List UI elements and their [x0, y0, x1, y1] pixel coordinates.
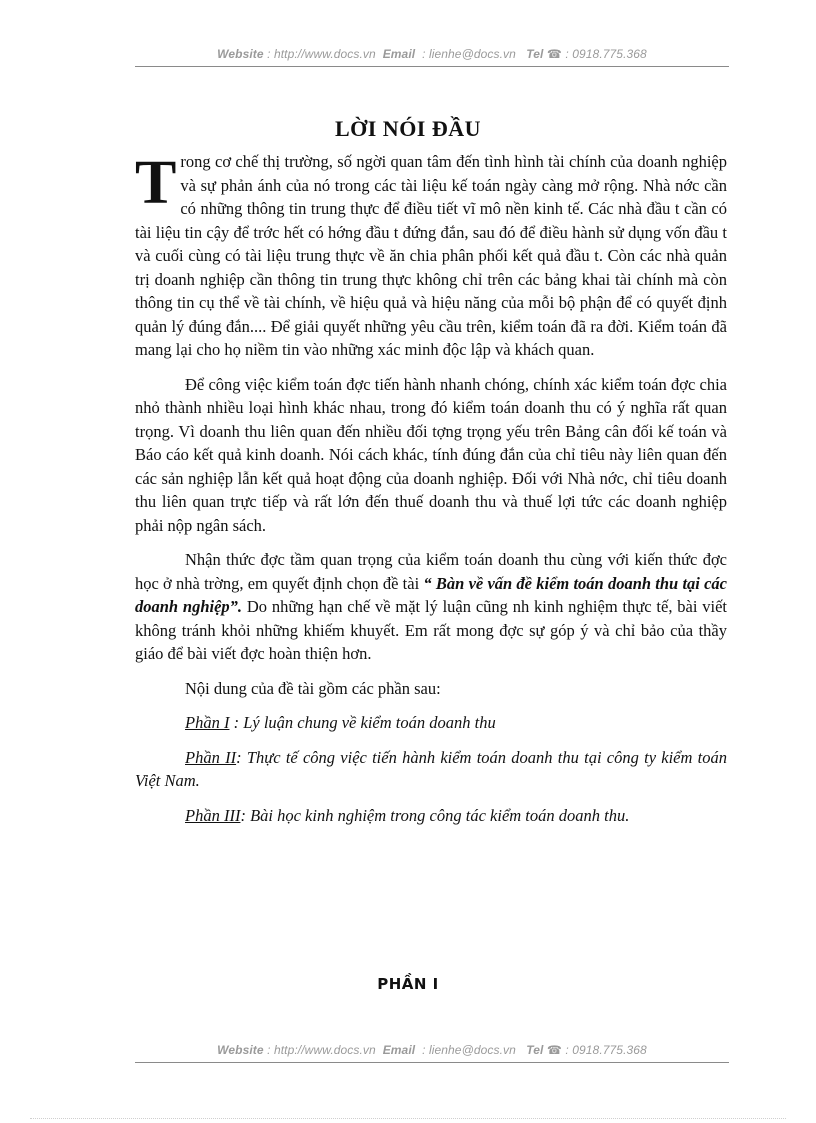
footer-tel-value: ☎ : 0918.775.368 — [546, 1043, 647, 1057]
header-website-value: : http://www.docs.vn — [267, 47, 376, 61]
paragraph-4: Nội dung của đề tài gồm các phần sau: — [185, 678, 441, 698]
section-item — [135, 746, 727, 793]
footer-email-label: Email — [382, 1043, 416, 1057]
paragraph-3 — [135, 548, 727, 666]
paragraph-3-text-b: Do những hạn chế về mặt lý luận cũng nh kinh nghiệm thực tế, bài viết không tránh khỏi những khiếm khuyết. Em rất mong đợc sự góp ý và chỉ bảo của thầy giáo để bài viết đợc hoàn thiện hơn. — [135, 597, 727, 663]
header-tel-value: ☎ : 0918.775.368 — [546, 47, 647, 61]
section-label: Phần II — [185, 747, 237, 767]
section-item — [135, 711, 727, 735]
page-footer — [135, 1043, 729, 1063]
section-label: Phần III — [185, 805, 241, 825]
footer-tel-label: Tel — [526, 1043, 544, 1057]
footer-email-value: : lienhe@docs.vn — [422, 1043, 516, 1057]
thesis-title: “ Bàn về vấn đề kiểm toán doanh thu tại các doanh nghiệp”. — [135, 573, 728, 616]
footer-website-value: : http://www.docs.vn — [267, 1043, 376, 1057]
document-title: LỜI NÓI ĐẦU — [334, 116, 482, 141]
header-email-value: : lienhe@docs.vn — [422, 47, 516, 61]
footer-website-label: Website — [217, 1043, 264, 1057]
section-item — [135, 804, 727, 828]
page-header — [135, 47, 729, 67]
intro-paragraph — [135, 150, 727, 362]
header-website-label: Website — [217, 47, 264, 61]
document-body — [135, 150, 727, 838]
drop-cap: T — [135, 149, 177, 217]
page-bottom-divider — [30, 1118, 786, 1119]
intro-paragraph-text: rong cơ chế thị trường, số ngời quan tâm đến tình hình tài chính của doanh nghiệp và sự phản ánh của nó trong các tài liệu kế toán ngày càng mở rộng. Nhà nớc cần có những thông tin trung thực để điều tiết vĩ mô nền kinh tế. Các nhà đầu t cần có tài liệu tin cậy để trớc hết có hớng đầu t đứng đắn, sau đó để điều hành sử dụng vốn đầu t và cuối cùng có tài liệu trung thực về ăn chia phân phối kết quả đầu t. Còn các nhà quản trị doanh nghiệp cần thông tin trung thực không chỉ trên các bảng khai tài chính mà còn thông tin cụ thể về tài chính, về hiệu quả và hiệu năng của mỗi bộ phận để có quyết định quản lý đúng đắn.... Để giải quyết những yêu cầu trên, kiểm toán đã ra đời. Kiểm toán đã mang lại cho họ niềm tin vào những xác minh độc lập và khách quan. — [135, 152, 727, 359]
paragraph-3-text-a: Nhận thức đợc tầm quan trọng của kiểm toán doanh thu cùng với kiến thức đợc học ở nhà trờng, em quyết định chọn đề tài — [135, 550, 727, 593]
section-text: : Thực tế công việc tiến hành kiểm toán doanh thu tại công ty kiểm toán Việt Nam. — [135, 747, 728, 790]
section-text: : Lý luận chung về kiểm toán doanh thu — [229, 713, 496, 732]
paragraph-2: Để công việc kiểm toán đợc tiến hành nhanh chóng, chính xác kiểm toán đợc chia nhỏ thành nhiều loại hình khác nhau, trong đó kiểm toán doanh thu có ý nghĩa rất quan trọng. Vì doanh thu liên quan đến nhiều đối tợng trọng yếu trên Bảng cân đối kế toán và Báo cáo kết quả kinh doanh. Nói cách khác, tính đúng đắn của chỉ tiêu này liên quan đến các sản nghiệp lẫn kết quả hoạt động của doanh nghiệp. Đối với Nhà nớc, chỉ tiêu doanh thu liên quan trực tiếp và rất lớn đến thuế doanh thu và thuế lợi tức các doanh nghiệp phải nộp ngân sách. — [135, 374, 727, 535]
section-label: Phần I — [185, 713, 230, 732]
section-text: : Bài học kinh nghiệm trong công tác kiểm toán doanh thu. — [240, 805, 630, 825]
header-tel-label: Tel — [526, 47, 544, 61]
header-email-label: Email — [382, 47, 416, 61]
part-heading: PHẦN I — [377, 975, 439, 993]
